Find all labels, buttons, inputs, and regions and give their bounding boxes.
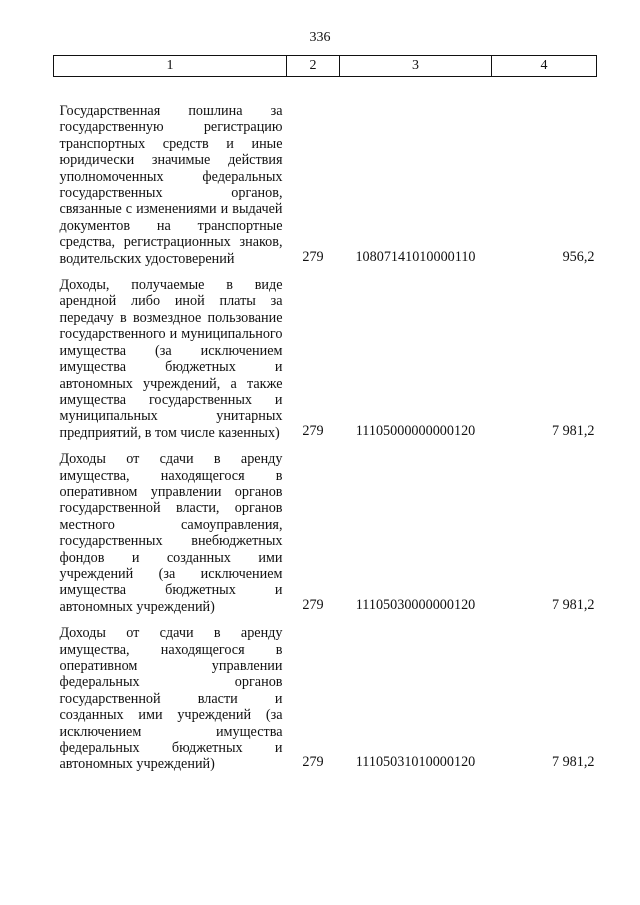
table-header xyxy=(54,56,597,77)
table-row xyxy=(54,77,597,272)
table-body xyxy=(54,77,597,777)
column-header-4: 4 xyxy=(492,56,597,77)
revenue-table xyxy=(53,55,597,777)
row-description: Государственная пошлина за государственную регистрацию транспортных средств и иные юридически значимые действия уполномоченных федеральных государственных органов, связанные с изменениями и выдачей документов на транспортные средства, регистрационных знаков, водительских удостоверений xyxy=(59,103,283,267)
row-admin-code: 279 xyxy=(302,248,324,265)
row-admin-code: 279 xyxy=(302,422,324,439)
row-admin-code: 279 xyxy=(302,596,324,613)
table-row xyxy=(54,445,597,619)
column-header-3: 3 xyxy=(340,56,492,77)
header-row xyxy=(54,56,597,77)
row-description: Доходы, получаемые в виде арендной либо иной платы за передачу в возмездное пользование государственного и муниципального имущества (за исключением имущества бюджетных и автономных учреждений, а также имущества государственных и муниципальных унитарных предприятий, в том числе казенных) xyxy=(59,277,283,441)
row-amount: 956,2 xyxy=(562,248,595,265)
page-number: 336 xyxy=(309,30,331,45)
column-header-1: 1 xyxy=(54,56,287,77)
row-classification-code: 11105030000000120 xyxy=(355,596,476,613)
table-row xyxy=(54,271,597,445)
row-description: Доходы от сдачи в аренду имущества, находящегося в оперативном управлении органов государственной власти, органов местного самоуправления, государственных внебюджетных фондов и созданных ими учреждений (за исключением имущества бюджетных и автономных учреждений) xyxy=(59,451,283,615)
row-classification-code: 10807141010000110 xyxy=(355,248,476,265)
row-amount: 7 981,2 xyxy=(551,596,595,613)
table-row xyxy=(54,619,597,777)
row-amount: 7 981,2 xyxy=(551,754,595,771)
row-classification-code: 11105000000000120 xyxy=(355,422,476,439)
column-header-2: 2 xyxy=(287,56,340,77)
row-amount: 7 981,2 xyxy=(551,422,595,439)
row-description: Доходы от сдачи в аренду имущества, находящегося в оперативном управлении федеральных органов государственной власти и созданных ими учреждений (за исключением имущества федеральных бюджетных и автономных учреждений) xyxy=(59,625,283,773)
row-admin-code: 279 xyxy=(302,754,324,771)
row-classification-code: 11105031010000120 xyxy=(355,754,476,771)
